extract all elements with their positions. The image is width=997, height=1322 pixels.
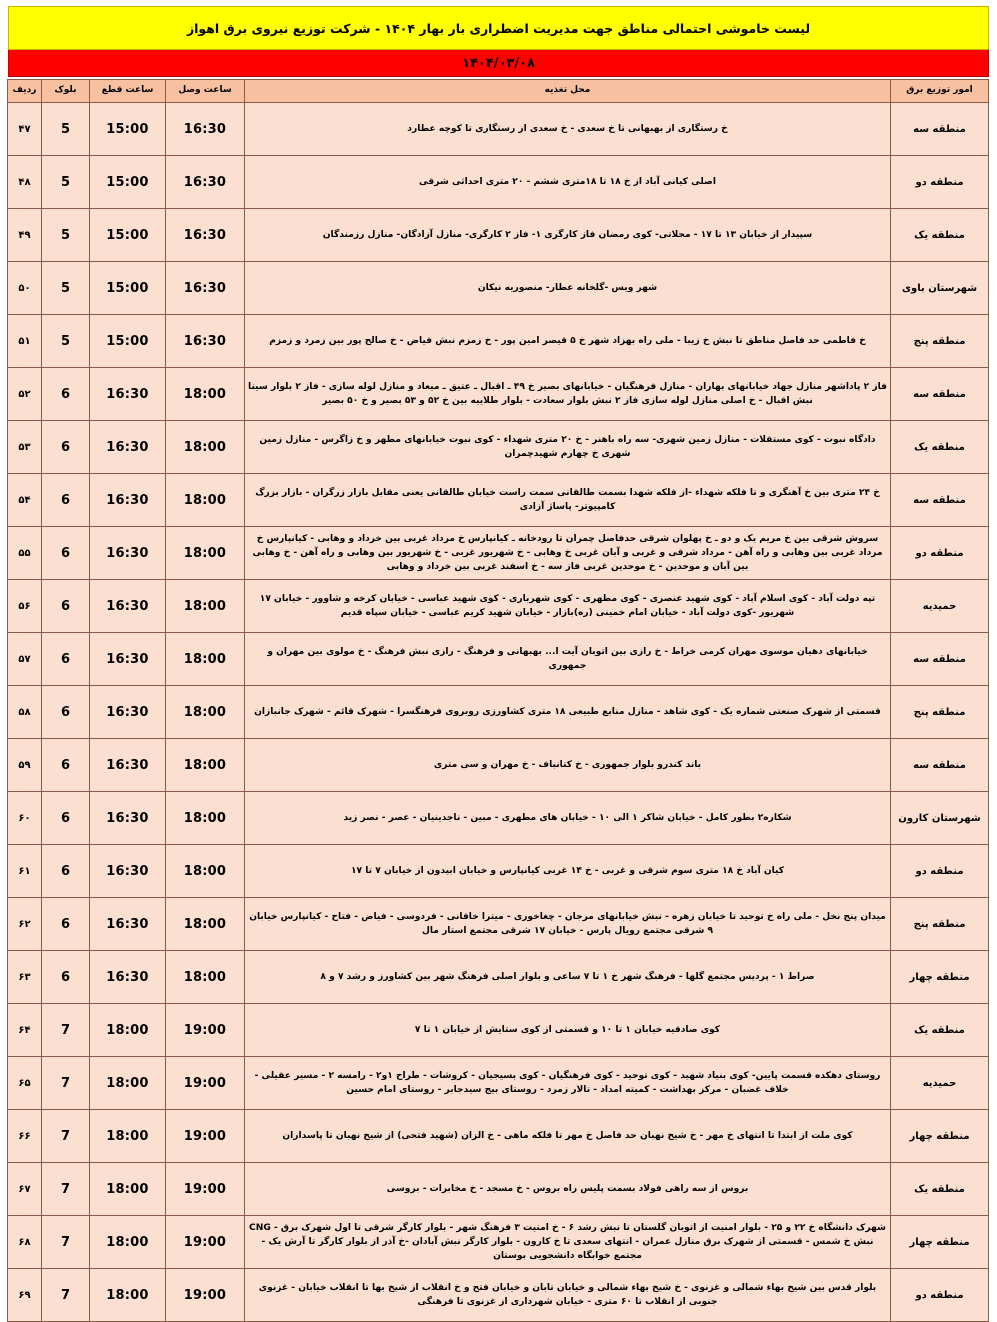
cell-row-number: ۶۲ [8, 898, 42, 951]
cell-row-number: ۶۷ [8, 1163, 42, 1216]
cell-location: میدان پنج نخل - ملی راه خ توحید تا خیابان زهره - نبش خیابانهای مرجان - چغاخوری - میترا خاقانی - فردوسی - فیاض - فتاح - کیانپارس خیابان ۹ شرقی مجتمع رویال پارس - خیابان ۱۷ شرقی مجتمع استار مال [245, 898, 891, 951]
cell-location: خ فاطمی حد فاصل مناطق تا نبش خ زیبا - ملی راه بهزاد شهر خ ۵ قیصر امین پور - خ زمزم نبش فیاض - خ صالح پور بین زمرد و زمزم [245, 315, 891, 368]
cell-on-time: 18:00 [166, 739, 245, 792]
cell-on-time: 18:00 [166, 792, 245, 845]
cell-off-time: 18:00 [90, 1057, 166, 1110]
cell-off-time: 16:30 [90, 845, 166, 898]
cell-area: منطقه سه [891, 474, 989, 527]
cell-on-time: 16:30 [166, 209, 245, 262]
column-header-on-time: ساعت وصل [166, 80, 245, 103]
cell-block: 7 [42, 1110, 90, 1163]
column-header-area: امور توزیع برق [891, 80, 989, 103]
table-row [8, 474, 989, 527]
cell-area: منطقه یک [891, 1163, 989, 1216]
table-row [8, 898, 989, 951]
cell-off-time: 15:00 [90, 103, 166, 156]
table-row [8, 1216, 989, 1269]
cell-on-time: 19:00 [166, 1057, 245, 1110]
cell-off-time: 16:30 [90, 527, 166, 580]
cell-on-time: 19:00 [166, 1269, 245, 1322]
cell-block: 6 [42, 898, 90, 951]
cell-location: بروس از سه راهی فولاد بسمت پلیس راه بروس - خ مسجد - خ مخابرات - بروسی [245, 1163, 891, 1216]
cell-area: منطقه یک [891, 1004, 989, 1057]
cell-block: 6 [42, 474, 90, 527]
cell-area: منطقه چهار [891, 951, 989, 1004]
cell-on-time: 18:00 [166, 686, 245, 739]
table-row [8, 1110, 989, 1163]
cell-location: کوی ملت از ابتدا تا انتهای خ مهر - خ شیخ نهبان حد فاصل خ مهر تا فلکه ماهی - خ الزان (شهید فتحی) از شیخ نهبان تا پاسداران [245, 1110, 891, 1163]
table-row [8, 209, 989, 262]
table-row [8, 368, 989, 421]
cell-location: خ ۲۴ متری بین خ آهنگری و تا فلکه شهداء -از فلکه شهدا بسمت طالقانی سمت راست خیابان طالقانی یعنی مقابل بازار زرگران - بازار بزرگ کامپیوتر- پاساژ آزادی [245, 474, 891, 527]
table-row [8, 739, 989, 792]
cell-area: منطقه پنج [891, 315, 989, 368]
cell-row-number: ۵۸ [8, 686, 42, 739]
table-row [8, 1269, 989, 1322]
cell-on-time: 18:00 [166, 527, 245, 580]
cell-location: شکاره۲ بطور کامل - خیابان شاکر ۱ الی ۱۰ - خیابان های مطهری - مبین - ناجدینیان - عصر - نصر زید [245, 792, 891, 845]
cell-area: حمیدیه [891, 580, 989, 633]
cell-block: 7 [42, 1269, 90, 1322]
cell-off-time: 16:30 [90, 898, 166, 951]
cell-off-time: 16:30 [90, 474, 166, 527]
cell-off-time: 15:00 [90, 209, 166, 262]
cell-row-number: ۵۷ [8, 633, 42, 686]
report-title-bar [8, 6, 989, 50]
cell-area: منطقه دو [891, 156, 989, 209]
cell-row-number: ۵۵ [8, 527, 42, 580]
cell-area: منطقه یک [891, 209, 989, 262]
report-date-bar [8, 50, 989, 77]
cell-row-number: ۶۹ [8, 1269, 42, 1322]
cell-on-time: 19:00 [166, 1216, 245, 1269]
cell-block: 7 [42, 1163, 90, 1216]
cell-row-number: ۶۰ [8, 792, 42, 845]
cell-row-number: ۵۲ [8, 368, 42, 421]
cell-on-time: 16:30 [166, 156, 245, 209]
cell-row-number: ۵۶ [8, 580, 42, 633]
cell-off-time: 15:00 [90, 315, 166, 368]
cell-on-time: 18:00 [166, 368, 245, 421]
cell-location: سپیدار از خیابان ۱۳ تا ۱۷ - محلاتی- کوی رمضان فاز کارگری ۱- فاز ۲ کارگری- منازل آزادگان- منازل رزمندگان [245, 209, 891, 262]
cell-block: 6 [42, 792, 90, 845]
column-header-location: محل تغذیه [245, 80, 891, 103]
cell-off-time: 15:00 [90, 156, 166, 209]
table-row [8, 580, 989, 633]
cell-row-number: ۴۹ [8, 209, 42, 262]
cell-location: خ رستگاری از بهبهانی تا خ سعدی - خ سعدی از رستگاری تا کوچه عطارد [245, 103, 891, 156]
cell-on-time: 16:30 [166, 315, 245, 368]
cell-off-time: 16:30 [90, 686, 166, 739]
cell-location: اصلی کیانی آباد از خ ۱۸ تا ۱۸متری ششم - ۲۰ متری احداثی شرقی [245, 156, 891, 209]
cell-location: باند کندرو بلوار جمهوری - خ کتانباف - خ مهران و سی متری [245, 739, 891, 792]
table-row [8, 686, 989, 739]
cell-location: فاز ۲ پاداشهر منازل جهاد خیابانهای بهاران - منازل فرهنگیان - خیابانهای بصیر خ ۴۹ ـ اقبال ـ عتیق ـ میعاد و منازل لوله سازی - فاز ۲ بلوار سینا نبش اقبال - خ اصلی منازل لوله سازی فاز ۲ نبش بلوار سعادت - بلوار طلاییه بین خ ۵۲ و ۵۳ بصیر و خ ۵۰ بصیر [245, 368, 891, 421]
column-header-row: ردیف [8, 80, 42, 103]
cell-location: صراط ۱ - پردیس مجتمع گلها - فرهنگ شهر خ ۱ تا ۷ ساعی و بلوار اصلی فرهنگ شهر بین کشاورز و رشد ۷ و ۸ [245, 951, 891, 1004]
table-body [8, 103, 989, 1322]
cell-location: خیابانهای دهیان موسوی مهران کرمی خراط - خ رازی بین اتوبان آیت ا... بهبهانی و فرهنگ - رازی نبش فرهنگ - خ مولوی بین مهران و جمهوری [245, 633, 891, 686]
table-row [8, 792, 989, 845]
table-row [8, 1004, 989, 1057]
cell-block: 6 [42, 951, 90, 1004]
cell-off-time: 16:30 [90, 739, 166, 792]
cell-off-time: 16:30 [90, 580, 166, 633]
cell-location: روستای دهکده قسمت پایین- کوی بنیاد شهید - کوی توحید - کوی فرهنگیان - کوی بسیجیان - کروشات - طراح ۱و۲ - رامسه ۲ - مسیر عقیلی - خلاف غضبان - مرکز بهداشت - کمیته امداد - تالار زمرد - روستای بیج سیدجابر - روستای امام حسین [245, 1057, 891, 1110]
cell-on-time: 18:00 [166, 421, 245, 474]
cell-block: 6 [42, 368, 90, 421]
cell-location: شهرک دانشگاه خ ۲۲ و ۲۵ - بلوار امنیت از اتوبان گلستان تا نبش رشد ۶ - خ امنیت ۳ فرهنگ شهر - بلوار کارگر شرقی تا اول شهرک برق - CNG نبش خ شمس - قسمتی از شهرک برق منازل عمران - انتهای سعدی تا خ کارون - بلوار کارگر نبش آبادان -خ آذر از بلوار کارگر تا آرش یک - مجتمع خوابگاه دانشجویی بوستان [245, 1216, 891, 1269]
cell-area: منطقه سه [891, 633, 989, 686]
cell-area: منطقه سه [891, 368, 989, 421]
table-header [8, 80, 989, 103]
cell-off-time: 16:30 [90, 368, 166, 421]
cell-on-time: 18:00 [166, 845, 245, 898]
cell-block: 5 [42, 103, 90, 156]
table-row [8, 103, 989, 156]
cell-off-time: 16:30 [90, 792, 166, 845]
cell-off-time: 18:00 [90, 1110, 166, 1163]
outage-table [7, 79, 989, 1322]
table-row [8, 315, 989, 368]
cell-location: تپه دولت آباد - کوی اسلام آباد - کوی شهید عنصری - کوی مطهری - کوی شهرباری - کوی شهید عباسی - خیابان کرخه و شاوور - خیابان ۱۷ شهریور -کوی دولت آباد - خیابان امام خمینی (ره)بازار - خیابان شهید کریم عباسی - خیابان سپاه قدیم [245, 580, 891, 633]
cell-off-time: 16:30 [90, 421, 166, 474]
cell-block: 6 [42, 421, 90, 474]
cell-row-number: ۶۱ [8, 845, 42, 898]
cell-row-number: ۵۴ [8, 474, 42, 527]
cell-area: شهرستان کارون [891, 792, 989, 845]
table-row [8, 1163, 989, 1216]
table-row [8, 421, 989, 474]
cell-block: 7 [42, 1216, 90, 1269]
cell-on-time: 19:00 [166, 1110, 245, 1163]
cell-off-time: 18:00 [90, 1004, 166, 1057]
cell-on-time: 19:00 [166, 1004, 245, 1057]
column-header-off-time: ساعت قطع [90, 80, 166, 103]
cell-off-time: 15:00 [90, 262, 166, 315]
cell-on-time: 19:00 [166, 1163, 245, 1216]
table-row [8, 527, 989, 580]
cell-row-number: ۴۷ [8, 103, 42, 156]
cell-off-time: 18:00 [90, 1216, 166, 1269]
table-row [8, 262, 989, 315]
cell-block: 5 [42, 156, 90, 209]
cell-block: 6 [42, 739, 90, 792]
cell-area: منطقه پنج [891, 898, 989, 951]
cell-block: 7 [42, 1057, 90, 1110]
cell-block: 6 [42, 580, 90, 633]
cell-area: منطقه یک [891, 421, 989, 474]
cell-block: 5 [42, 262, 90, 315]
cell-block: 6 [42, 527, 90, 580]
cell-on-time: 18:00 [166, 951, 245, 1004]
report-date: ۱۴۰۴/۰۳/۰۸ [462, 55, 535, 71]
cell-location: دادگاه نبوت - کوی مستقلات - منازل زمین شهری- سه راه باهنر - خ ۲۰ متری شهداء - کوی نبوت خیابانهای مطهر و خ زاگرس - منازل زمین شهری خ چهارم شهیدچمران [245, 421, 891, 474]
cell-on-time: 18:00 [166, 898, 245, 951]
cell-block: 5 [42, 315, 90, 368]
cell-off-time: 16:30 [90, 951, 166, 1004]
cell-row-number: ۶۸ [8, 1216, 42, 1269]
cell-area: منطقه دو [891, 845, 989, 898]
cell-row-number: ۶۵ [8, 1057, 42, 1110]
cell-block: 5 [42, 209, 90, 262]
cell-area: منطقه پنج [891, 686, 989, 739]
cell-row-number: ۴۸ [8, 156, 42, 209]
cell-on-time: 16:30 [166, 262, 245, 315]
cell-area: حمیدیه [891, 1057, 989, 1110]
cell-block: 7 [42, 1004, 90, 1057]
cell-off-time: 18:00 [90, 1163, 166, 1216]
cell-location: قسمتی از شهرک صنعتی شماره یک - کوی شاهد - منازل منابع طبیعی ۱۸ متری کشاورزی روبروی فرهنگسرا - شهرک قائم - شهرک جانبازان [245, 686, 891, 739]
cell-area: منطقه سه [891, 739, 989, 792]
cell-block: 6 [42, 633, 90, 686]
cell-area: منطقه چهار [891, 1110, 989, 1163]
cell-location: شهر ویس -گلخانه عطار- منصوریه نیکان [245, 262, 891, 315]
table-row [8, 633, 989, 686]
cell-on-time: 16:30 [166, 103, 245, 156]
cell-block: 6 [42, 686, 90, 739]
table-row [8, 1057, 989, 1110]
cell-area: منطقه چهار [891, 1216, 989, 1269]
cell-on-time: 18:00 [166, 633, 245, 686]
cell-row-number: ۶۳ [8, 951, 42, 1004]
cell-row-number: ۵۱ [8, 315, 42, 368]
cell-area: شهرستان باوی [891, 262, 989, 315]
cell-block: 6 [42, 845, 90, 898]
cell-row-number: ۵۳ [8, 421, 42, 474]
cell-row-number: ۶۴ [8, 1004, 42, 1057]
table-header-row [8, 80, 989, 103]
cell-off-time: 16:30 [90, 633, 166, 686]
cell-area: منطقه دو [891, 527, 989, 580]
cell-row-number: ۵۰ [8, 262, 42, 315]
cell-on-time: 18:00 [166, 580, 245, 633]
cell-on-time: 18:00 [166, 474, 245, 527]
cell-row-number: ۵۹ [8, 739, 42, 792]
cell-area: منطقه سه [891, 103, 989, 156]
column-header-block: بلوک [42, 80, 90, 103]
cell-location: بلوار قدس بین شیخ بهاء شمالی و غزنوی - خ شیخ بهاء شمالی و خیابان تابان و خیابان فتح و خ انقلاب از شیخ بها تا انقلاب خیابان - غزنوی جنوبی از انقلاب تا ۶۰ متری - خیابان شهرداری از غزنوی تا فرهنگی [245, 1269, 891, 1322]
cell-location: سروش شرقی بین خ مریم یک و دو ـ خ پهلوان شرقی حدفاصل چمران تا رودخانه ـ کیانپارس خ مرداد غربی بین خرداد و وهابی - کیانپارس خ مرداد غربی بین وهابی و راه آهن - مرداد شرقی و غربی و آبان غربی خ وهابی - خ شهریور غربی - خ شهریور بین وهابی و راه آهن - خ وهابی بین آبان و موحدین - خ موحدین غربی فاز سه - خ اسفند غربی بین خرداد و وهابی [245, 527, 891, 580]
table-row [8, 156, 989, 209]
cell-location: کوی صادقیه خیابان ۱ تا ۱۰ و قسمتی از کوی ستایش از خیابان ۱ تا ۷ [245, 1004, 891, 1057]
cell-area: منطقه دو [891, 1269, 989, 1322]
cell-location: کیان آباد خ ۱۸ متری سوم شرقی و غربی - خ ۱۴ غربی کیانپارس و خیابان ابیدون از خیابان ۷ تا ۱۷ [245, 845, 891, 898]
cell-off-time: 18:00 [90, 1269, 166, 1322]
table-row [8, 951, 989, 1004]
cell-row-number: ۶۶ [8, 1110, 42, 1163]
table-row [8, 845, 989, 898]
page-title: لیست خاموشی احتمالی مناطق جهت مدیریت اضطراری بار بهار ۱۴۰۴ - شرکت توزیع نیروی برق اهواز [186, 20, 811, 36]
